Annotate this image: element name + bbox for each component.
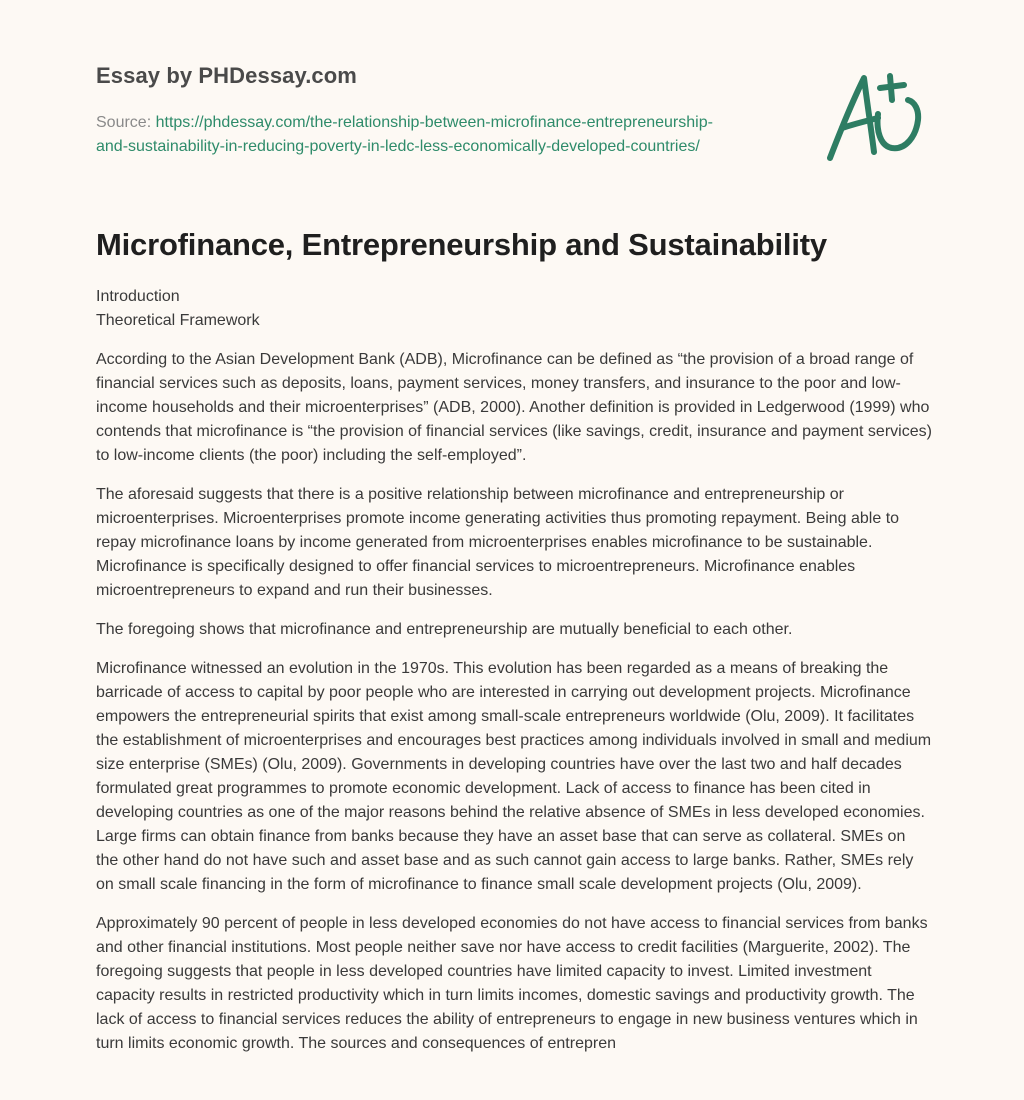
a-plus-logo-icon (822, 66, 930, 166)
table-of-contents (96, 285, 260, 333)
essay-body (96, 348, 932, 1071)
paragraph: The foregoing shows that microfinance and entrepreneurship are mutually beneficial to each other. (96, 621, 793, 638)
source-url-line2: and-sustainability-in-reducing-poverty-in-ledc-less-economically-developed-countries/ (96, 138, 700, 155)
source-label: Source: (96, 114, 156, 131)
source-link[interactable] (96, 114, 713, 155)
paragraph: According to the Asian Development Bank (ADB), Microfinance can be defined as “the provision of a broad range of financial services such as deposits, loans, payment services, money transfers, and insurance to the poor and low-income households and their microenterprises” (ADB, 2000). Another definition is provided in Ledgerwood (1999) who contends that microfinance is “the provision of financial services (like savings, credit, insurance and payment services) to low-income clients (the poor) including the self-employed”. (96, 351, 932, 464)
source-url-line1: https://phdessay.com/the-relationship-between-microfinance-entrepreneurship- (155, 114, 713, 131)
site-brand: Essay by PHDessay.com (96, 63, 357, 88)
toc-item-theoretical-framework[interactable]: Theoretical Framework (96, 312, 260, 329)
paragraph: The aforesaid suggests that there is a positive relationship between microfinance and entrepreneurship or microenterprises. Microenterprises promote income generating activities thus promoting repayment. Being able to repay microfinance loans by income generated from microenterprises enables microfinance to be sustainable. Microfinance is specifically designed to offer financial services to microentrepreneurs. Microfinance enables microentrepreneurs to expand and run their businesses. (96, 486, 900, 599)
source-line (96, 111, 776, 159)
essay-title: Microfinance, Entrepreneurship and Sustainability (96, 227, 827, 262)
toc-item-introduction[interactable]: Introduction (96, 288, 180, 305)
paragraph: Approximately 90 percent of people in less developed economies do not have access to financial services from banks and other financial institutions. Most people neither save nor have access to credit facilities (Marguerite, 2002). The foregoing suggests that people in less developed countries have limited capacity to invest. Limited investment capacity results in restricted productivity which in turn limits incomes, domestic savings and productivity growth. The lack of access to financial services reduces the ability of entrepreneurs to engage in new business ventures which in turn limits economic growth. The sources and consequences of entrepren (96, 915, 928, 1052)
paragraph: Microfinance witnessed an evolution in the 1970s. This evolution has been regarded as a means of breaking the barricade of access to capital by poor people who are interested in carrying out development projects. Microfinance empowers the entrepreneurial spirits that exist among small-scale entrepreneurs worldwide (Olu, 2009). It facilitates the establishment of microenterprises and encourages best practices among individuals involved in small and medium size enterprise (SMEs) (Olu, 2009). Governments in developing countries have over the last two and half decades formulated great programmes to promote economic development. Lack of access to finance has been cited in developing countries as one of the major reasons behind the relative absence of SMEs in less developed economies. Large firms can obtain finance from banks because they have an asset base that can serve as collateral. SMEs on the other hand do not have such and asset base and as such cannot gain access to large banks. Rather, SMEs rely on small scale financing in the form of microfinance to finance small scale development projects (Olu, 2009). (96, 660, 932, 893)
